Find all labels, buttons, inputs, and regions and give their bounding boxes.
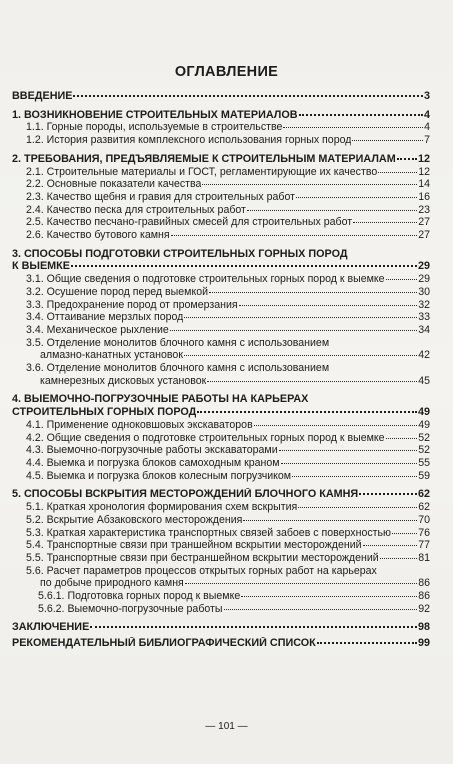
toc-heading[interactable] <box>12 488 430 501</box>
toc-entry-title: 4. ВЫЕМОЧНО-ПОГРУЗОЧНЫЕ РАБОТЫ НА КАРЬЕРАХ <box>12 393 309 406</box>
toc-entry[interactable] <box>12 552 430 565</box>
toc-page-number: 49 <box>417 406 430 419</box>
toc-entry[interactable] <box>12 286 430 299</box>
toc-entry[interactable] <box>12 539 430 552</box>
toc-entry-title: 5.6.2. Выемочно-погрузочные работы <box>38 602 223 615</box>
toc-entry-title: РЕКОМЕНДАТЕЛЬНЫЙ БИБЛИОГРАФИЧЕСКИЙ СПИСОК <box>12 637 316 650</box>
toc-page-number: 45 <box>418 374 430 387</box>
dot-leader <box>299 114 423 116</box>
toc-page-number: 59 <box>418 469 430 482</box>
toc-entry-title: СТРОИТЕЛЬНЫХ ГОРНЫХ ПОРОД <box>12 406 197 419</box>
dot-leader <box>243 520 417 521</box>
toc-entry-title: 3. СПОСОБЫ ПОДГОТОВКИ СТРОИТЕЛЬНЫХ ГОРНЫХ ПОРОД <box>12 247 348 260</box>
toc-entry-title: 2. ТРЕБОВАНИЯ, ПРЕДЪЯВЛЯЕМЫЕ К СТРОИТЕЛЬНЫМ МАТЕРИАЛАМ <box>12 152 396 165</box>
toc-entry-title: 5.4. Транспортные связи при траншейном вскрытии месторождений <box>26 539 362 552</box>
dot-leader <box>71 265 417 267</box>
dot-leader <box>170 330 417 331</box>
toc-page-number: 7 <box>424 134 430 147</box>
toc-entry-title: 4.1. Применение одноковшовых экскаваторов <box>26 418 253 431</box>
toc-page-number: 16 <box>418 190 430 203</box>
toc-entry-title: 4.2. Общие сведения о подготовке строительных горных пород к выемке <box>26 431 385 444</box>
toc-page-number: 92 <box>418 602 430 615</box>
toc-entry[interactable] <box>12 457 430 470</box>
toc-page-number: 23 <box>418 203 430 216</box>
dot-leader <box>386 279 418 280</box>
toc-entry-title: 2.1. Строительные материалы и ГОСТ, регламентирующие их качество <box>26 165 378 178</box>
toc-entry[interactable] <box>12 470 430 483</box>
dot-leader <box>359 493 417 495</box>
dot-leader <box>353 222 417 223</box>
toc-entry[interactable] <box>12 216 430 229</box>
toc-entry-title: 4.4. Выемка и погрузка блоков самоходным краном <box>26 456 280 469</box>
toc-entry-title: 5.5. Транспортные связи при бестраншейном вскрытии месторождений <box>26 551 379 564</box>
dot-leader <box>185 583 417 584</box>
dot-leader <box>281 463 418 464</box>
dot-leader <box>283 127 423 128</box>
toc-entry[interactable] <box>12 229 430 242</box>
toc-entry-title: 4.3. Выемочно-погрузочные работы экскаваторами <box>26 444 278 457</box>
toc-entry-title: 3.4. Механическое рыхление <box>26 323 169 336</box>
toc-entry[interactable] <box>12 603 430 616</box>
toc-page-number: 52 <box>418 431 430 444</box>
toc-entry-title: 2.6. Качество бутового камня <box>26 229 170 242</box>
dot-leader <box>363 545 418 546</box>
toc-entry-title: 3.4. Оттаивание мерзлых пород <box>26 311 184 324</box>
dot-leader <box>292 476 417 477</box>
dot-leader <box>317 642 417 644</box>
toc-page-number: 14 <box>418 178 430 191</box>
dot-leader <box>279 450 418 451</box>
toc-entry-title: 5.2. Вскрытие Абзаковского месторождения <box>26 513 243 526</box>
toc-page-number: 98 <box>417 621 430 634</box>
toc-page-number: 99 <box>417 637 430 650</box>
toc-page-number: 12 <box>417 152 430 165</box>
toc-entry[interactable] <box>12 337 430 362</box>
toc-entry[interactable] <box>12 590 430 603</box>
toc-page-number: 42 <box>418 349 430 362</box>
page-number: — 101 — <box>205 721 248 732</box>
toc-entry-title: камнерезных дисковых установок <box>40 374 207 387</box>
dot-leader <box>254 425 417 426</box>
toc-entry[interactable] <box>12 444 430 457</box>
toc-page-number: 81 <box>418 551 430 564</box>
toc-entry-title: 1.1. Горные породы, используемые в строительстве <box>26 121 283 134</box>
dot-leader <box>209 292 417 293</box>
toc-title: ОГЛАВЛЕНИЕ <box>174 64 279 80</box>
toc-page-number: 32 <box>418 298 430 311</box>
toc-entry-title: ВВЕДЕНИЕ <box>12 90 73 102</box>
toc-page-number: 3 <box>423 90 430 102</box>
toc-entry-title: 3.2. Осушение пород перед выемкой <box>26 285 209 298</box>
toc-entry[interactable] <box>12 204 430 217</box>
toc-entry-title: 3.6. Отделение монолитов блочного камня с использованием <box>26 362 330 375</box>
dot-leader <box>241 596 417 597</box>
toc-entry-title: 2.2. Основные показатели качества <box>26 178 202 191</box>
toc-entry-title: 5.6. Расчет параметров процессов открытых горных работ на карьерах <box>26 564 377 577</box>
toc-entry-title: 1.2. История развития комплексного использования горных пород <box>26 134 352 147</box>
toc-entry[interactable] <box>12 299 430 312</box>
toc-page-number: 62 <box>417 488 430 501</box>
toc-heading[interactable] <box>12 621 430 634</box>
toc-page-number: 4 <box>423 108 430 121</box>
toc-page-number: 30 <box>418 285 430 298</box>
dot-leader <box>184 317 417 318</box>
toc-page-number: 34 <box>418 323 430 336</box>
toc-entry-title: 3.1. Общие сведения о подготовке строительных горных пород к выемке <box>26 273 385 286</box>
toc-entry[interactable] <box>12 527 430 540</box>
dot-leader <box>392 533 417 534</box>
toc-entry[interactable] <box>12 134 430 147</box>
toc-page-number: 77 <box>418 539 430 552</box>
dot-leader <box>184 355 417 356</box>
toc-page-number: 55 <box>418 456 430 469</box>
dot-leader <box>197 411 417 413</box>
toc-entry-title: 5. СПОСОБЫ ВСКРЫТИЯ МЕСТОРОЖДЕНИЙ БЛОЧНОГО КАМНЯ <box>12 488 359 501</box>
toc-heading[interactable] <box>12 90 430 103</box>
toc-entry-title: алмазно-канатных установок <box>40 349 183 362</box>
dot-leader <box>296 197 417 198</box>
toc-entry[interactable] <box>12 419 430 432</box>
toc-page-number: 27 <box>418 216 430 229</box>
toc-entry[interactable] <box>12 121 430 134</box>
toc-entry-title: 3.5. Отделение монолитов блочного камня с использованием <box>26 336 330 349</box>
dot-leader <box>90 626 417 628</box>
toc-heading[interactable] <box>12 248 430 273</box>
dot-leader <box>207 381 417 382</box>
toc-page-number: 70 <box>418 513 430 526</box>
toc-entry-title: 4.5. Выемка и погрузка блоков колесным погрузчиком <box>26 469 292 482</box>
toc-entry-title: 2.3. Качество щебня и гравия для строительных работ <box>26 190 295 203</box>
dot-leader <box>352 140 423 141</box>
toc-page-number: 49 <box>418 418 430 431</box>
toc-page-number: 4 <box>424 121 430 134</box>
toc-entry[interactable] <box>12 362 430 387</box>
toc-entry[interactable] <box>12 273 430 286</box>
dot-leader <box>380 558 418 559</box>
dot-leader <box>298 507 417 508</box>
toc-entry-title: 5.6.1. Подготовка горных пород к выемке <box>38 590 241 603</box>
toc-page-number: 52 <box>418 444 430 457</box>
dot-leader <box>247 210 417 211</box>
dot-leader <box>171 235 418 236</box>
toc-entry-title: 2.5. Качество песчано-гравийных смесей для строительных работ <box>26 216 353 229</box>
toc-entry-title: 3.3. Предохранение пород от промерзания <box>26 298 238 311</box>
toc-entry-title: ЗАКЛЮЧЕНИЕ <box>12 621 90 634</box>
toc-entry[interactable] <box>12 514 430 527</box>
dot-leader <box>202 184 417 185</box>
toc-entry-title: 1. ВОЗНИКНОВЕНИЕ СТРОИТЕЛЬНЫХ МАТЕРИАЛОВ <box>12 108 298 121</box>
toc-page-number: 33 <box>418 311 430 324</box>
table-of-contents <box>12 90 430 650</box>
toc-page-number: 86 <box>418 577 430 590</box>
toc-page-number: 62 <box>418 501 430 514</box>
toc-page-number: 29 <box>418 273 430 286</box>
toc-entry[interactable] <box>12 432 430 445</box>
toc-page-number: 12 <box>418 165 430 178</box>
toc-entry[interactable] <box>12 166 430 179</box>
toc-heading[interactable] <box>12 637 430 650</box>
toc-page-number: 29 <box>417 260 430 273</box>
toc-entry[interactable] <box>12 324 430 337</box>
dot-leader <box>224 609 418 610</box>
toc-page-number: 76 <box>418 526 430 539</box>
toc-entry[interactable] <box>12 565 430 590</box>
toc-heading[interactable] <box>12 109 430 122</box>
toc-entry-title: по добыче природного камня <box>40 577 184 590</box>
toc-entry-title: 5.3. Краткая характеристика транспортных связей забоев с поверхностью <box>26 526 391 539</box>
dot-leader <box>73 95 423 97</box>
toc-heading[interactable] <box>12 393 430 418</box>
dot-leader <box>378 172 417 173</box>
toc-entry-title: 5.1. Краткая хронология формирования схем вскрытия <box>26 501 298 514</box>
toc-page-number: 27 <box>418 229 430 242</box>
toc-entry[interactable] <box>12 501 430 514</box>
dot-leader <box>239 305 418 306</box>
dot-leader <box>386 438 418 439</box>
toc-entry[interactable] <box>12 178 430 191</box>
toc-entry[interactable] <box>12 311 430 324</box>
toc-heading[interactable] <box>12 153 430 166</box>
toc-entry-title: 2.4. Качество песка для строительных работ <box>26 203 246 216</box>
toc-entry[interactable] <box>12 191 430 204</box>
toc-page-number: 86 <box>418 590 430 603</box>
toc-entry-title: К ВЫЕМКЕ <box>12 260 70 273</box>
dot-leader <box>397 158 417 160</box>
